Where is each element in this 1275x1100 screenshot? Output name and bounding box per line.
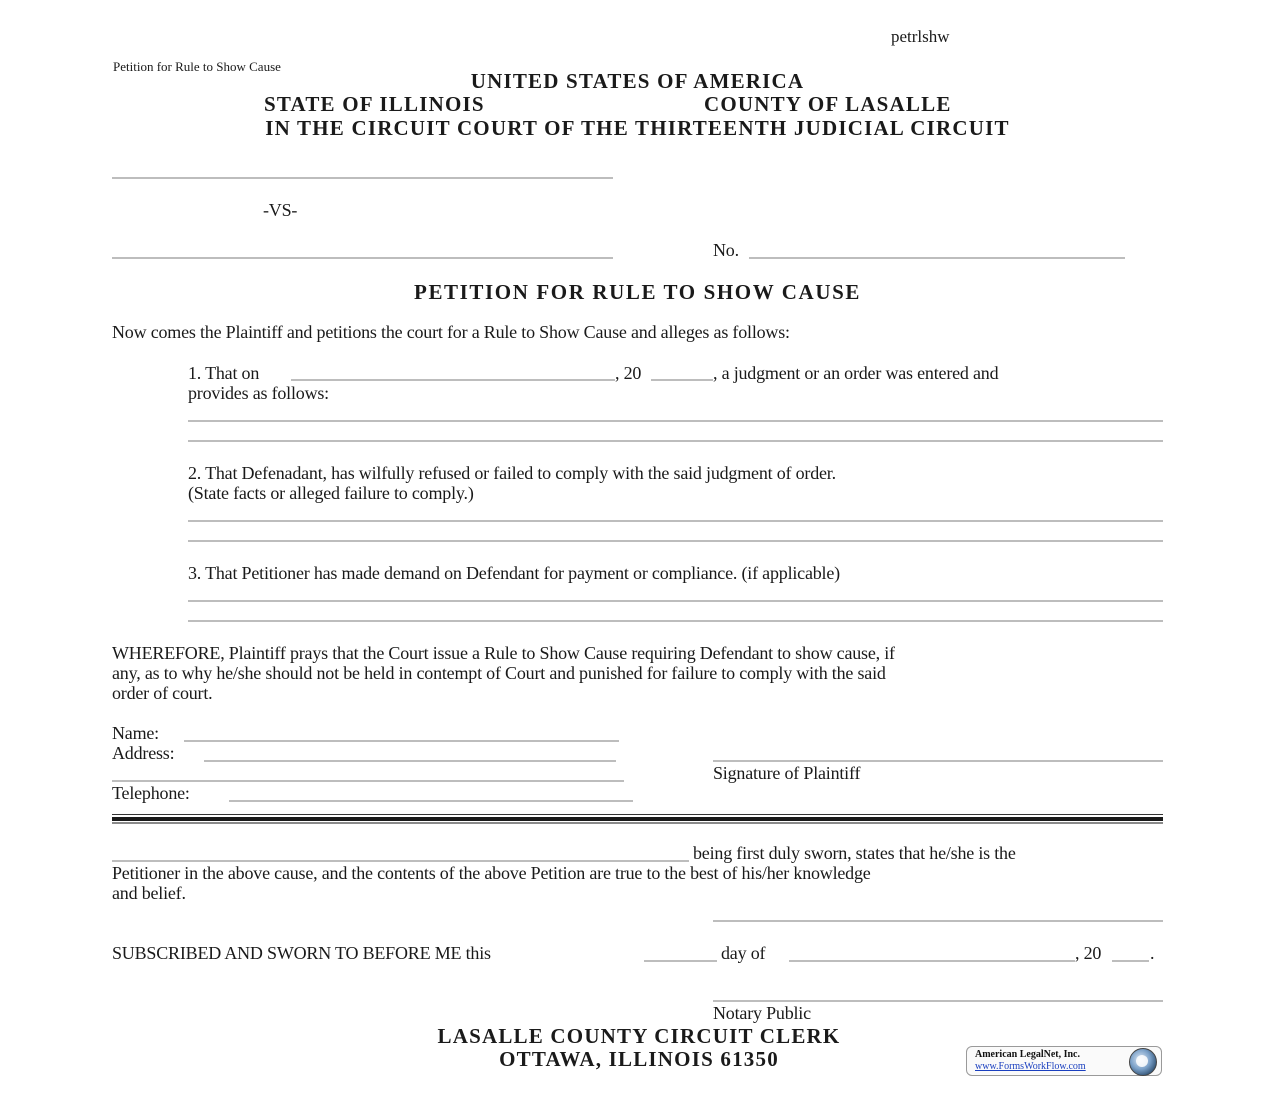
signature-plaintiff-label: Signature of Plaintiff <box>713 763 861 783</box>
header-county: COUNTY OF LASALLE <box>704 92 952 116</box>
verification-line1: being first duly sworn, states that he/she is the <box>693 843 1016 863</box>
header-court: IN THE CIRCUIT COURT OF THE THIRTEENTH JUDICIAL CIRCUIT <box>265 116 1010 140</box>
separator-rule-top <box>112 814 1163 815</box>
jurat-prefix: SUBSCRIBED AND SWORN TO BEFORE ME this <box>112 943 491 963</box>
form-short-title: Petition for Rule to Show Cause <box>113 59 281 74</box>
wherefore-line3: order of court. <box>112 683 213 703</box>
jurat-period: . <box>1150 943 1155 963</box>
footer-clerk: LASALLE COUNTY CIRCUIT CLERK <box>437 1024 841 1048</box>
failure-facts-line-2[interactable] <box>188 540 1163 542</box>
notary-public-label: Notary Public <box>713 1003 811 1023</box>
item3-line1: 3. That Petitioner has made demand on Defendant for payment or compliance. (if applicable) <box>188 563 840 583</box>
intro-paragraph: Now comes the Plaintiff and petitions the court for a Rule to Show Cause and alleges as follows: <box>112 322 790 342</box>
document-title: PETITION FOR RULE TO SHOW CAUSE <box>414 280 861 304</box>
failure-facts-line-1[interactable] <box>188 520 1163 522</box>
judgment-date-field[interactable] <box>291 379 615 381</box>
item1-suffix: , a judgment or an order was entered and <box>713 363 999 383</box>
address-field[interactable] <box>204 760 616 762</box>
item1-line2: provides as follows: <box>188 383 329 403</box>
item2-line1: 2. That Defenadant, has wilfully refused or failed to comply with the said judgment of order. <box>188 463 836 483</box>
notary-signature-field[interactable] <box>713 1000 1163 1002</box>
judgment-provisions-line-2[interactable] <box>188 440 1163 442</box>
separator-rule-thick <box>112 817 1163 821</box>
judgment-year-field[interactable] <box>651 379 713 381</box>
logo-company-name: American LegalNet, Inc. <box>975 1049 1080 1060</box>
item2-line2: (State facts or alleged failure to comply.) <box>188 483 474 503</box>
form-code: petrlshw <box>891 27 950 46</box>
case-number-field[interactable] <box>749 257 1125 259</box>
affiant-signature-field[interactable] <box>713 920 1163 922</box>
affiant-name-field[interactable] <box>112 860 689 862</box>
wherefore-line2: any, as to why he/she should not be held in contempt of Court and punished for failure to comply with the said <box>112 663 886 683</box>
jurat-comma-20: , 20 <box>1075 943 1102 963</box>
separator-rule-bottom <box>112 822 1163 824</box>
plaintiff-name-field[interactable] <box>112 177 613 179</box>
address-label: Address: <box>112 743 175 763</box>
case-number-label: No. <box>713 240 739 260</box>
plaintiff-signature-field[interactable] <box>713 760 1163 762</box>
demand-details-line-1[interactable] <box>188 600 1163 602</box>
address-line2-field[interactable] <box>112 780 624 782</box>
globe-icon <box>1129 1048 1157 1076</box>
demand-details-line-2[interactable] <box>188 620 1163 622</box>
jurat-day-field[interactable] <box>644 960 717 962</box>
defendant-name-field[interactable] <box>112 257 613 259</box>
header-state: STATE OF ILLINOIS <box>264 92 485 116</box>
judgment-provisions-line-1[interactable] <box>188 420 1163 422</box>
verification-line2: Petitioner in the above cause, and the contents of the above Petition are true to the best of his/her knowledge <box>112 863 871 883</box>
name-field[interactable] <box>184 740 619 742</box>
item1-prefix: 1. That on <box>188 363 260 383</box>
header-country: UNITED STATES OF AMERICA <box>470 69 805 93</box>
jurat-month-field[interactable] <box>789 960 1075 962</box>
telephone-label: Telephone: <box>112 783 190 803</box>
logo-website-link[interactable]: www.FormsWorkFlow.com <box>975 1061 1086 1072</box>
jurat-day-of: day of <box>721 943 766 963</box>
footer-address: OTTAWA, ILLINOIS 61350 <box>499 1047 779 1071</box>
item1-comma-20: , 20 <box>615 363 642 383</box>
name-label: Name: <box>112 723 159 743</box>
versus-label: -VS- <box>263 200 298 220</box>
verification-line3: and belief. <box>112 883 186 903</box>
american-legalnet-logo[interactable] <box>966 1046 1162 1076</box>
wherefore-line1: WHEREFORE, Plaintiff prays that the Court issue a Rule to Show Cause requiring Defendant to show cause, if <box>112 643 895 663</box>
jurat-year-field[interactable] <box>1112 960 1149 962</box>
telephone-field[interactable] <box>229 800 633 802</box>
